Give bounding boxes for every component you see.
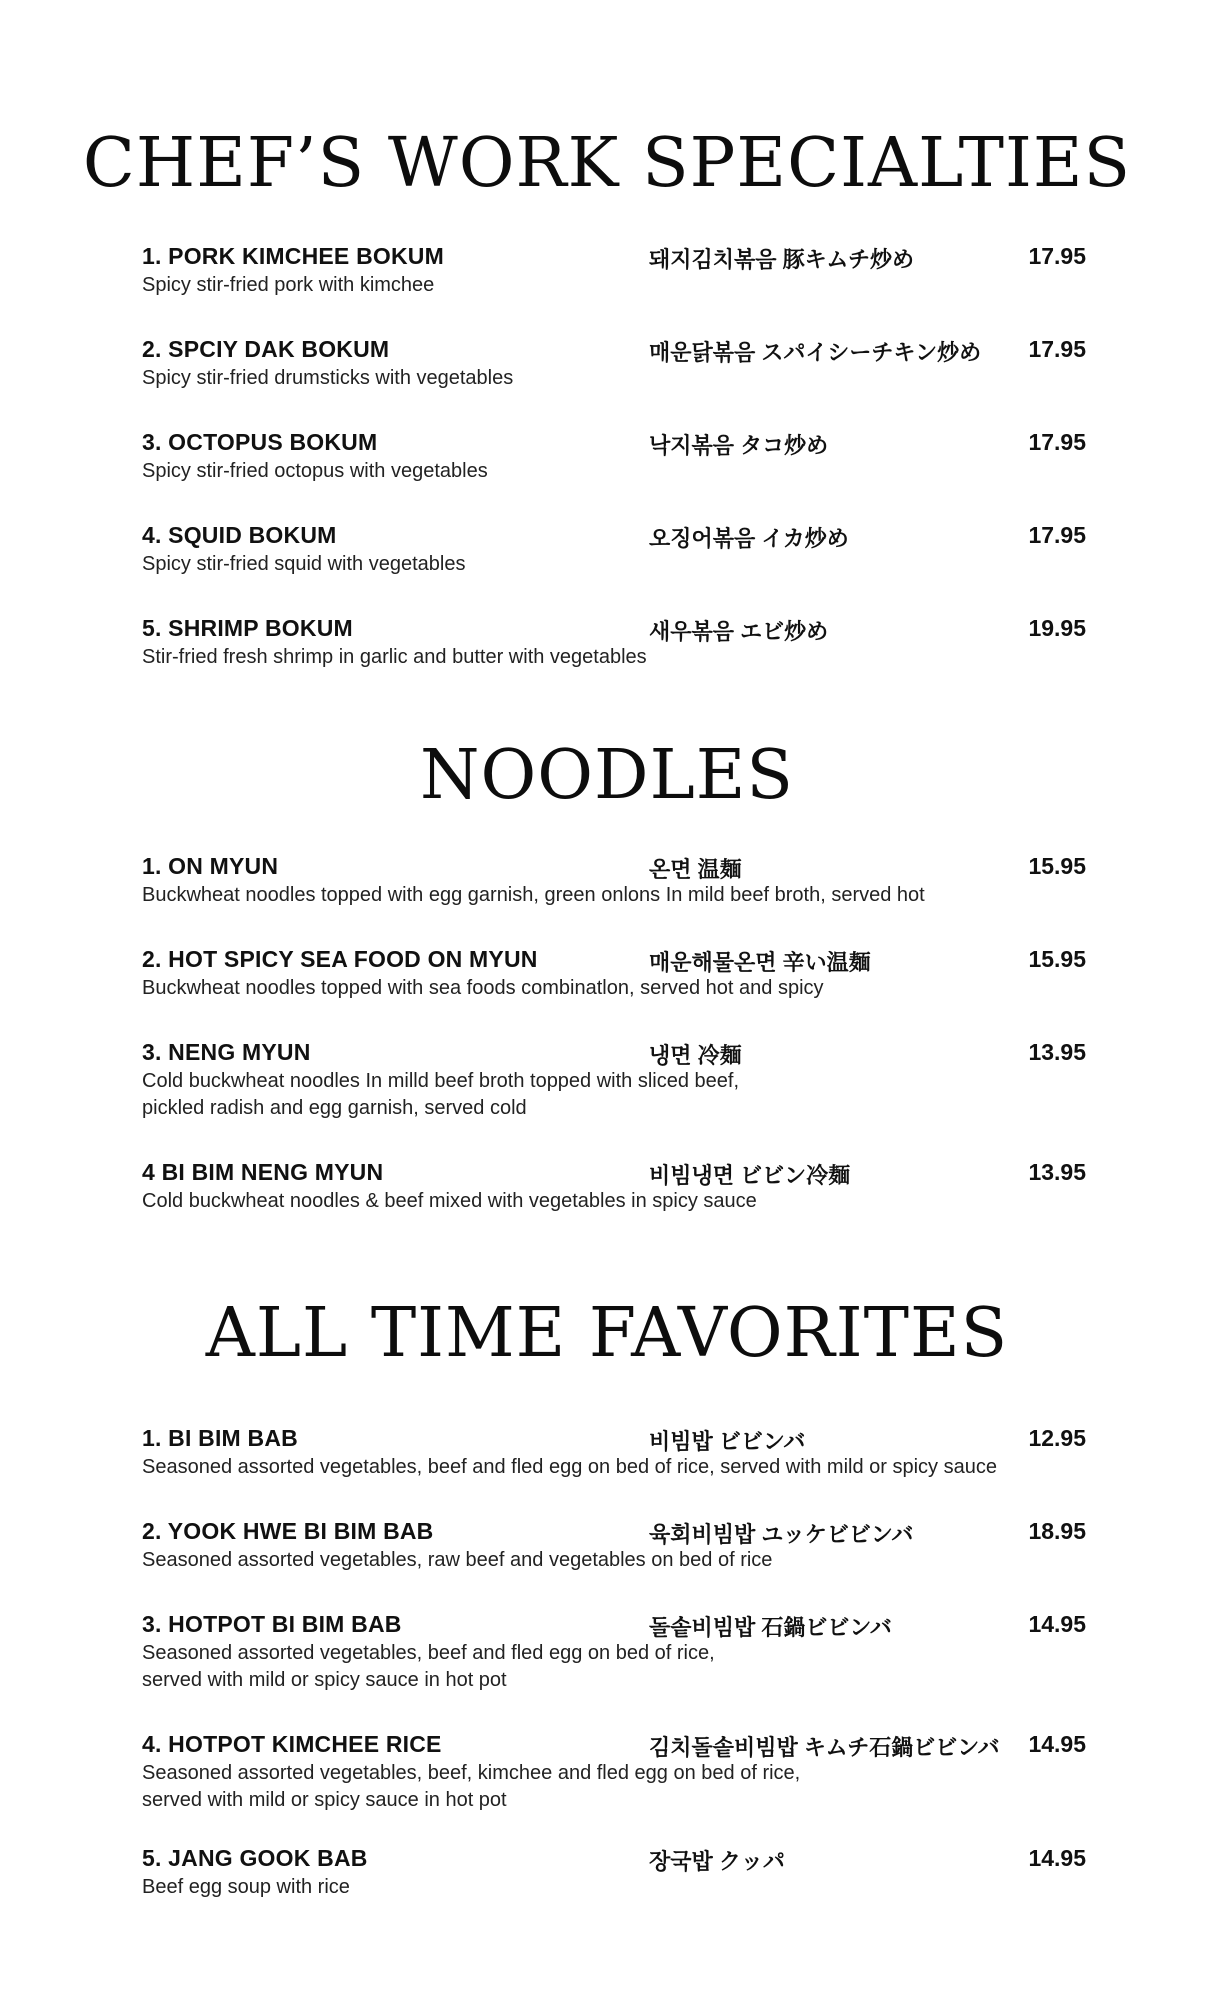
item-description xyxy=(142,1454,997,1481)
item-price: 17.95 xyxy=(1028,243,1086,269)
description-line: pickled radish and egg garnish, served cold xyxy=(142,1097,527,1119)
item-name: 2. HOT SPICY SEA FOOD ON MYUN xyxy=(142,946,538,972)
description-line: Stir-fried fresh shrimp in garlic and butter with vegetables xyxy=(142,646,647,668)
item-name: 1. ON MYUN xyxy=(142,853,279,879)
description-line: Spicy stir-fried pork with kimchee xyxy=(142,274,435,296)
item-description xyxy=(142,1640,715,1694)
item-price: 17.95 xyxy=(1028,429,1086,455)
item-name: 4. HOTPOT KIMCHEE RICE xyxy=(142,1731,442,1757)
description-line: Spicy stir-fried octopus with vegetables xyxy=(142,460,488,482)
section-title: ALL TIME FAVORITES xyxy=(205,1294,1009,1373)
description-line: Cold buckwheat noodles In milld beef broth topped with sliced beef, xyxy=(142,1070,740,1092)
item-description xyxy=(142,1188,757,1215)
item-description xyxy=(142,1547,772,1574)
item-native-name: 매운닭볶음 スパイシーチキン炒め xyxy=(649,340,982,365)
section-title: CHEF’S WORK SPECIALTIES xyxy=(82,124,1132,203)
description-line: Spicy stir-fried squid with vegetables xyxy=(142,553,466,575)
description-line: served with mild or spicy sauce in hot pot xyxy=(142,1669,507,1691)
item-native-name: 비빔밥 ビビンバ xyxy=(649,1429,806,1454)
item-price: 15.95 xyxy=(1028,853,1086,879)
item-price: 17.95 xyxy=(1028,522,1086,548)
item-price: 14.95 xyxy=(1028,1731,1086,1757)
description-line: served with mild or spicy sauce in hot pot xyxy=(142,1789,507,1811)
item-native-name: 육회비빔밥 ユッケビビンバ xyxy=(649,1522,914,1547)
item-price: 15.95 xyxy=(1028,946,1086,972)
item-price: 17.95 xyxy=(1028,336,1086,362)
item-native-name: 냉면 冷麺 xyxy=(649,1043,742,1068)
item-name: 3. OCTOPUS BOKUM xyxy=(142,429,378,455)
item-native-name: 새우볶음 エビ炒め xyxy=(649,619,829,644)
description-line: Cold buckwheat noodles & beef mixed with vegetables in spicy sauce xyxy=(142,1190,757,1212)
item-description xyxy=(142,1068,739,1122)
description-line: Buckwheat noodles topped with sea foods combinatlon, served hot and spicy xyxy=(142,977,824,999)
item-native-name: 돼지김치볶음 豚キムチ炒め xyxy=(649,247,914,272)
description-line: Seasoned assorted vegetables, raw beef and vegetables on bed of rice xyxy=(142,1549,773,1571)
item-description xyxy=(142,272,434,299)
item-description xyxy=(142,458,488,485)
item-native-name: 비빔냉면 ビビン冷麺 xyxy=(649,1163,851,1188)
item-name: 4 BI BIM NENG MYUN xyxy=(142,1159,384,1185)
item-description xyxy=(142,882,925,909)
item-name: 5. JANG GOOK BAB xyxy=(142,1845,368,1871)
item-native-name: 돌솥비빔밥 石鍋ビビンバ xyxy=(649,1615,892,1640)
item-native-name: 오징어볶음 イカ炒め xyxy=(649,526,849,551)
item-price: 19.95 xyxy=(1028,615,1086,641)
section-title: NOODLES xyxy=(420,736,794,815)
item-price: 14.95 xyxy=(1028,1845,1086,1871)
item-description xyxy=(142,1760,800,1814)
item-price: 13.95 xyxy=(1028,1159,1086,1185)
item-description xyxy=(142,551,465,578)
description-line: Seasoned assorted vegetables, beef and fled egg on bed of rice, xyxy=(142,1642,715,1664)
item-native-name: 매운해물온면 辛い温麺 xyxy=(649,950,871,975)
item-name: 2. SPCIY DAK BOKUM xyxy=(142,336,390,362)
item-price: 18.95 xyxy=(1028,1518,1086,1544)
item-name: 1. PORK KIMCHEE BOKUM xyxy=(142,243,444,269)
description-line: Spicy stir-fried drumsticks with vegetables xyxy=(142,367,514,389)
description-line: Buckwheat noodles topped with egg garnish, green onlons In mild beef broth, served hot xyxy=(142,884,925,906)
item-name: 3. NENG MYUN xyxy=(142,1039,311,1065)
description-line: Seasoned assorted vegetables, beef, kimchee and fled egg on bed of rice, xyxy=(142,1762,801,1784)
item-name: 1. BI BIM BAB xyxy=(142,1425,298,1451)
item-name: 2. YOOK HWE BI BIM BAB xyxy=(142,1518,434,1544)
item-description xyxy=(142,644,647,671)
item-description xyxy=(142,975,824,1002)
description-line: Seasoned assorted vegetables, beef and fled egg on bed of rice, served with mild or spicy sauce xyxy=(142,1456,997,1478)
item-price: 14.95 xyxy=(1028,1611,1086,1637)
item-description xyxy=(142,1874,350,1901)
item-native-name: 김치돌솥비빔밥 キムチ石鍋ビビンバ xyxy=(649,1735,1000,1760)
item-name: 5. SHRIMP BOKUM xyxy=(142,615,353,641)
item-name: 4. SQUID BOKUM xyxy=(142,522,337,548)
item-price: 12.95 xyxy=(1028,1425,1086,1451)
item-native-name: 장국밥 クッパ xyxy=(649,1849,785,1874)
item-description xyxy=(142,365,513,392)
item-native-name: 낙지볶음 タコ炒め xyxy=(649,433,829,458)
item-name: 3. HOTPOT BI BIM BAB xyxy=(142,1611,402,1637)
item-native-name: 온면 温麺 xyxy=(649,857,742,882)
item-price: 13.95 xyxy=(1028,1039,1086,1065)
description-line: Beef egg soup with rice xyxy=(142,1876,350,1898)
